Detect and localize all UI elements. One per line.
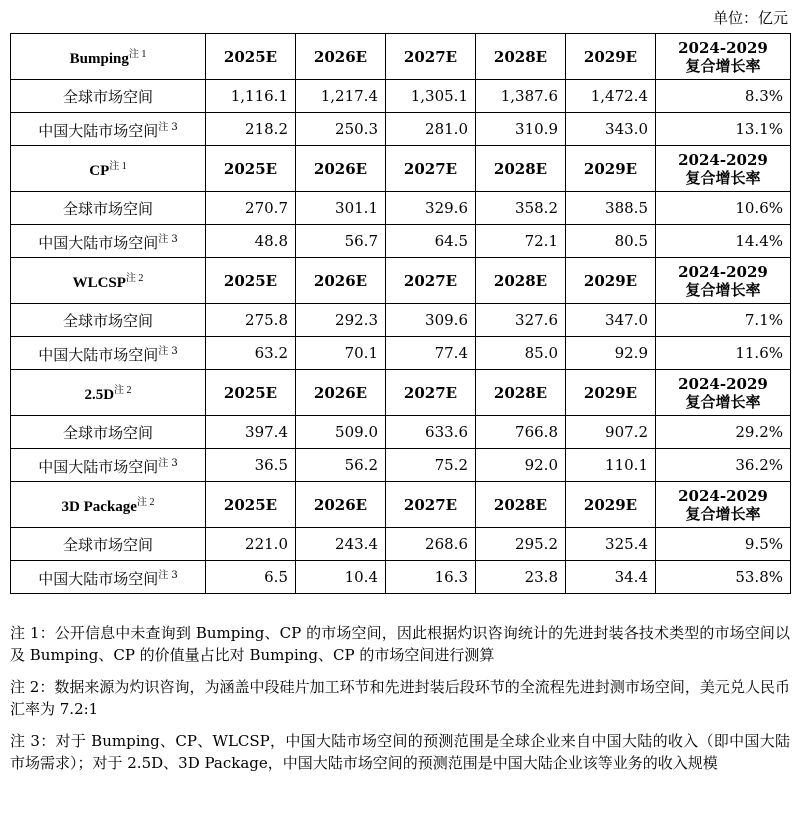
cagr-cell: 7.1% <box>656 304 791 337</box>
cagr-cell: 11.6% <box>656 337 791 370</box>
row-label-china: 中国大陆市场空间 <box>38 121 159 140</box>
footnotes <box>10 622 790 784</box>
value-cell: 633.6 <box>386 416 476 449</box>
table-row <box>11 449 791 482</box>
year-header: 2029E <box>566 34 656 80</box>
row-label-china: 中国大陆市场空间 <box>38 457 159 476</box>
cagr-header-line1: 2024-2029 <box>678 150 768 169</box>
segment-note: 注 1 <box>128 49 147 60</box>
segment-name: Bumping <box>69 51 129 67</box>
value-cell: 250.3 <box>296 113 386 146</box>
value-cell: 295.2 <box>476 528 566 561</box>
segment-name: 2.5D <box>84 387 115 403</box>
value-cell: 85.0 <box>476 337 566 370</box>
cagr-header-line2: 复合增长率 <box>685 168 761 187</box>
cagr-header-line2: 复合增长率 <box>685 504 761 523</box>
row-label-global: 全球市场空间 <box>11 416 206 449</box>
value-cell: 218.2 <box>206 113 296 146</box>
year-header: 2026E <box>296 370 386 416</box>
value-cell: 327.6 <box>476 304 566 337</box>
value-cell: 34.4 <box>566 561 656 594</box>
segment-name: CP <box>89 163 110 179</box>
cagr-cell: 29.2% <box>656 416 791 449</box>
row-note: 注 3 <box>158 345 178 357</box>
row-label-china-cell <box>11 561 206 594</box>
value-cell: 75.2 <box>386 449 476 482</box>
value-cell: 358.2 <box>476 192 566 225</box>
cagr-header-line1: 2024-2029 <box>678 374 768 393</box>
cagr-cell: 8.3% <box>656 80 791 113</box>
cagr-header-line1: 2024-2029 <box>678 486 768 505</box>
year-header: 2026E <box>296 34 386 80</box>
segment-note: 注 1 <box>109 161 127 172</box>
cagr-header-line2: 复合增长率 <box>685 280 761 299</box>
row-label-china-cell <box>11 449 206 482</box>
value-cell: 1,116.1 <box>206 80 296 113</box>
value-cell: 1,472.4 <box>566 80 656 113</box>
value-cell: 56.7 <box>296 225 386 258</box>
value-cell: 1,305.1 <box>386 80 476 113</box>
value-cell: 64.5 <box>386 225 476 258</box>
cagr-cell: 13.1% <box>656 113 791 146</box>
row-label-china: 中国大陆市场空间 <box>38 233 159 252</box>
value-cell: 388.5 <box>566 192 656 225</box>
year-header: 2029E <box>566 370 656 416</box>
table-row <box>11 561 791 594</box>
value-cell: 92.9 <box>566 337 656 370</box>
segment-note: 注 2 <box>114 385 132 396</box>
footnote-3: 注 3：对于 Bumping、CP、WLCSP，中国大陆市场空间的预测范围是全球企业来自中国大陆的收入（即中国大陆市场需求）；对于 2.5D、3D Package，中国大陆市场空间的预测范围是中国大陆企业该等业务的收入规模 <box>10 732 790 772</box>
market-size-table <box>10 33 791 594</box>
segment-name: 3D Package <box>61 499 137 515</box>
value-cell: 36.5 <box>206 449 296 482</box>
value-cell: 56.2 <box>296 449 386 482</box>
row-label-china-cell <box>11 113 206 146</box>
value-cell: 80.5 <box>566 225 656 258</box>
value-cell: 92.0 <box>476 449 566 482</box>
year-header: 2025E <box>206 34 296 80</box>
segment-name-cell <box>11 34 206 80</box>
value-cell: 221.0 <box>206 528 296 561</box>
year-header: 2026E <box>296 482 386 528</box>
row-note: 注 3 <box>158 457 178 469</box>
segment-header-row <box>11 482 791 528</box>
table-row <box>11 192 791 225</box>
value-cell: 6.5 <box>206 561 296 594</box>
value-cell: 110.1 <box>566 449 656 482</box>
year-header: 2025E <box>206 258 296 304</box>
table-row <box>11 528 791 561</box>
value-cell: 310.9 <box>476 113 566 146</box>
cagr-header <box>656 482 791 528</box>
row-label-global: 全球市场空间 <box>11 80 206 113</box>
row-label-global: 全球市场空间 <box>11 528 206 561</box>
value-cell: 243.4 <box>296 528 386 561</box>
year-header: 2029E <box>566 146 656 192</box>
value-cell: 1,387.6 <box>476 80 566 113</box>
value-cell: 309.6 <box>386 304 476 337</box>
cagr-header-line2: 复合增长率 <box>685 56 761 75</box>
value-cell: 347.0 <box>566 304 656 337</box>
segment-header-row <box>11 34 791 80</box>
row-label-global: 全球市场空间 <box>11 304 206 337</box>
segment-name-cell <box>11 146 206 192</box>
value-cell: 343.0 <box>566 113 656 146</box>
cagr-header-line2: 复合增长率 <box>685 392 761 411</box>
value-cell: 281.0 <box>386 113 476 146</box>
cagr-cell: 10.6% <box>656 192 791 225</box>
segment-header-row <box>11 146 791 192</box>
segment-header-row <box>11 258 791 304</box>
year-header: 2029E <box>566 482 656 528</box>
segment-name-cell <box>11 482 206 528</box>
year-header: 2027E <box>386 34 476 80</box>
row-label-china: 中国大陆市场空间 <box>38 345 159 364</box>
value-cell: 10.4 <box>296 561 386 594</box>
cagr-cell: 53.8% <box>656 561 791 594</box>
value-cell: 397.4 <box>206 416 296 449</box>
table-row <box>11 113 791 146</box>
value-cell: 72.1 <box>476 225 566 258</box>
value-cell: 907.2 <box>566 416 656 449</box>
cagr-cell: 9.5% <box>656 528 791 561</box>
value-cell: 292.3 <box>296 304 386 337</box>
row-label-global: 全球市场空间 <box>11 192 206 225</box>
year-header: 2027E <box>386 146 476 192</box>
year-header: 2025E <box>206 482 296 528</box>
segment-name: WLCSP <box>72 275 126 291</box>
row-note: 注 3 <box>158 233 178 245</box>
value-cell: 268.6 <box>386 528 476 561</box>
segment-note: 注 2 <box>125 273 144 284</box>
year-header: 2025E <box>206 146 296 192</box>
value-cell: 325.4 <box>566 528 656 561</box>
year-header: 2029E <box>566 258 656 304</box>
year-header: 2027E <box>386 370 476 416</box>
segment-name-cell <box>11 258 206 304</box>
cagr-cell: 36.2% <box>656 449 791 482</box>
table-row <box>11 416 791 449</box>
row-label-china-cell <box>11 225 206 258</box>
cagr-cell: 14.4% <box>656 225 791 258</box>
row-label-china: 中国大陆市场空间 <box>38 569 159 588</box>
value-cell: 70.1 <box>296 337 386 370</box>
value-cell: 1,217.4 <box>296 80 386 113</box>
value-cell: 23.8 <box>476 561 566 594</box>
table-row <box>11 337 791 370</box>
cagr-header <box>656 34 791 80</box>
value-cell: 766.8 <box>476 416 566 449</box>
year-header: 2027E <box>386 258 476 304</box>
row-note: 注 3 <box>158 121 178 133</box>
year-header: 2026E <box>296 146 386 192</box>
cagr-header <box>656 370 791 416</box>
year-header: 2027E <box>386 482 476 528</box>
row-label-china-cell <box>11 337 206 370</box>
year-header: 2026E <box>296 258 386 304</box>
segment-note: 注 2 <box>136 497 155 508</box>
table-row <box>11 80 791 113</box>
segment-name-cell <box>11 370 206 416</box>
value-cell: 48.8 <box>206 225 296 258</box>
value-cell: 16.3 <box>386 561 476 594</box>
value-cell: 270.7 <box>206 192 296 225</box>
footnote-2: 注 2：数据来源为灼识咨询，为涵盖中段硅片加工环节和先进封装后段环节的全流程先进封测市场空间，美元兑人民币汇率为 7.2:1 <box>10 678 790 718</box>
year-header: 2028E <box>476 482 566 528</box>
table-row <box>11 225 791 258</box>
segment-header-row <box>11 370 791 416</box>
value-cell: 275.8 <box>206 304 296 337</box>
year-header: 2028E <box>476 146 566 192</box>
table-row <box>11 304 791 337</box>
footnote-1: 注 1：公开信息中未查询到 Bumping、CP 的市场空间，因此根据灼识咨询统计的先进封装各技术类型的市场空间以及 Bumping、CP 的价值量占比对 Bumping、CP 的市场空间进行测算 <box>10 624 790 664</box>
year-header: 2028E <box>476 258 566 304</box>
value-cell: 301.1 <box>296 192 386 225</box>
value-cell: 63.2 <box>206 337 296 370</box>
cagr-header <box>656 146 791 192</box>
value-cell: 329.6 <box>386 192 476 225</box>
cagr-header <box>656 258 791 304</box>
cagr-header-line1: 2024-2029 <box>678 262 768 281</box>
value-cell: 509.0 <box>296 416 386 449</box>
cagr-header-line1: 2024-2029 <box>678 38 768 57</box>
year-header: 2025E <box>206 370 296 416</box>
unit-label: 单位：亿元 <box>712 9 788 27</box>
year-header: 2028E <box>476 370 566 416</box>
year-header: 2028E <box>476 34 566 80</box>
value-cell: 77.4 <box>386 337 476 370</box>
row-note: 注 3 <box>158 569 178 581</box>
